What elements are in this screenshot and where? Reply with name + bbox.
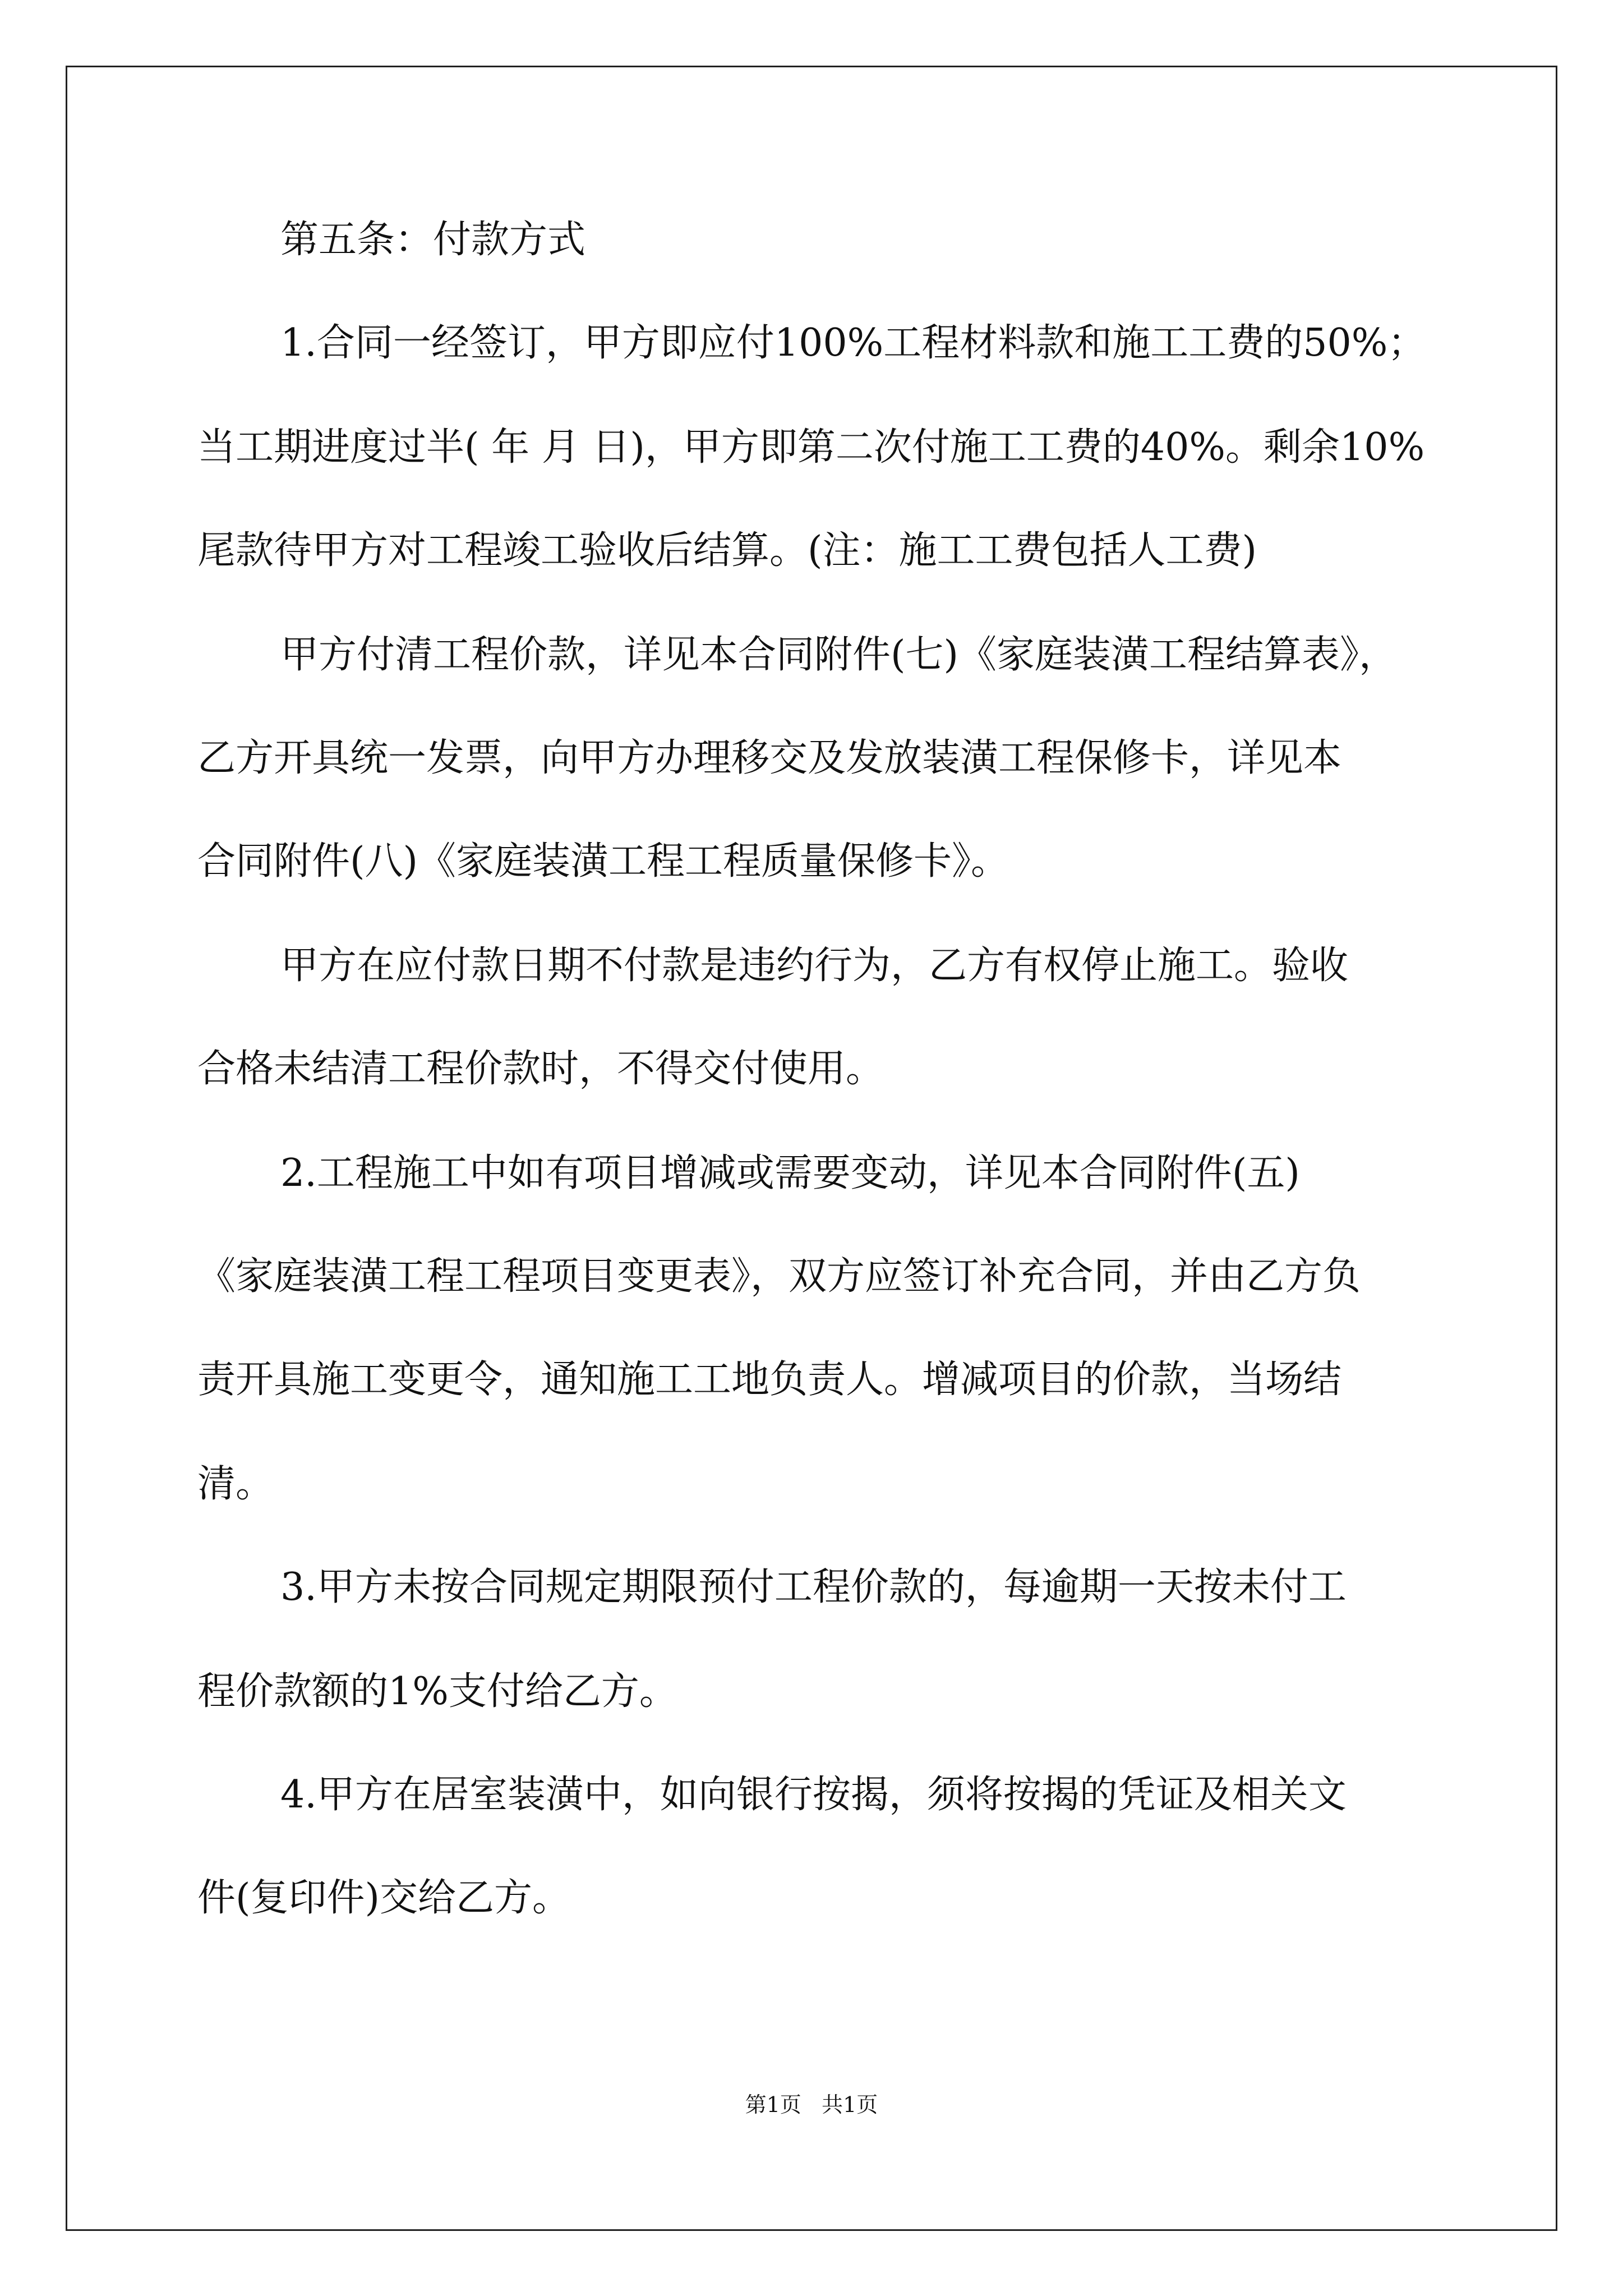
paragraph-line: 3.甲方未按合同规定期限预付工程价款的，每逾期一天按未付工 — [280, 1565, 1347, 1609]
paragraph-line: 1.合同一经签订，甲方即应付100%工程材料款和施工工费的50%； — [280, 321, 1426, 365]
paragraph-line: 甲方在应付款日期不付款是违约行为，乙方有权停止施工。验收 — [280, 944, 1349, 988]
paragraph-line: 程价款额的1%支付给乙方。 — [197, 1669, 677, 1714]
section-heading: 第五条：付款方式 — [280, 218, 586, 262]
paragraph-line: 尾款待甲方对工程竣工验收后结算。(注：施工工费包括人工费) — [197, 528, 1257, 573]
paragraph-line: 清。 — [197, 1462, 274, 1506]
paragraph-line: 当工期进度过半( 年 月 日)，甲方即第二次付施工工费的40%。剩余10% — [197, 425, 1425, 470]
paragraph-line: 责开具施工变更令，通知施工工地负责人。增减项目的价款，当场结 — [197, 1358, 1342, 1402]
paragraph-line: 合同附件(八)《家庭装潢工程工程质量保修卡》。 — [197, 839, 1009, 884]
paragraph-line: 《家庭装潢工程工程项目变更表》，双方应签订补充合同，并由乙方负 — [197, 1254, 1361, 1299]
paragraph-line: 件(复印件)交给乙方。 — [197, 1876, 571, 1920]
paragraph-line: 乙方开具统一发票，向甲方办理移交及发放装潢工程保修卡，详见本 — [197, 736, 1342, 780]
paragraph-line: 甲方付清工程价款，详见本合同附件(七)《家庭装潢工程结算表》， — [280, 633, 1398, 677]
paragraph-line: 合格未结清工程价款时，不得交付使用。 — [197, 1047, 884, 1091]
paragraph-line: 4.甲方在居室装潢中，如向银行按揭，须将按揭的凭证及相关文 — [280, 1773, 1347, 1817]
page-footer: 第1页 共1页 — [745, 2092, 878, 2117]
paragraph-line: 2.工程施工中如有项目增减或需要变动，详见本合同附件(五) — [280, 1151, 1300, 1195]
